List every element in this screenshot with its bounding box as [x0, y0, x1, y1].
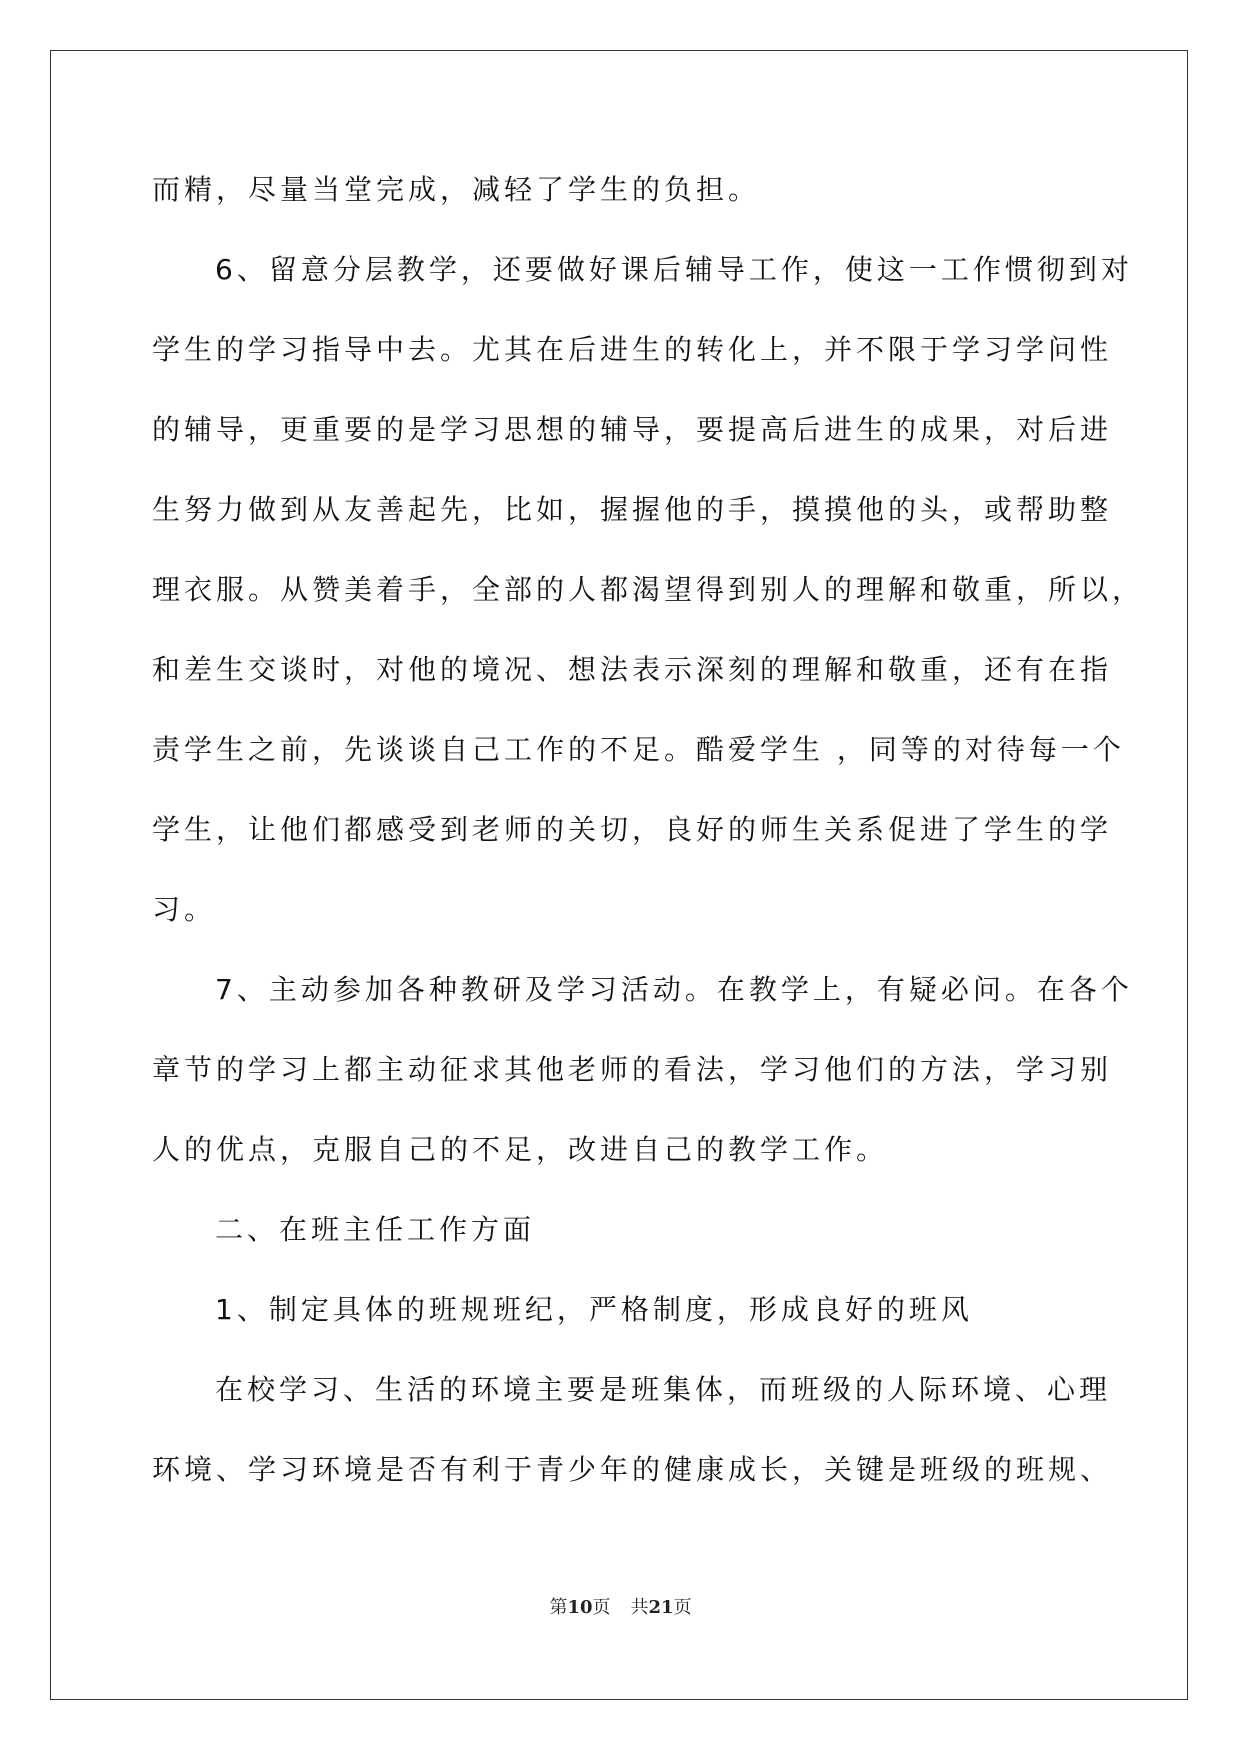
text-line: 学生的学习指导中去。尤其在后进生的转化上，并不限于学习学问性 [152, 333, 1113, 366]
subsection-heading: 1、制定具体的班规班纪，严格制度，形成良好的班风 [215, 1293, 973, 1326]
text-line: 章节的学习上都主动征求其他老师的看法，学习他们的方法，学习别 [152, 1053, 1113, 1086]
text-line: 学生，让他们都感受到老师的关切，良好的师生关系促进了学生的学 [152, 813, 1113, 846]
footer-total-prefix: 共 [630, 1597, 649, 1618]
text-line: 6、留意分层教学，还要做好课后辅导工作，使这一工作惯彻到对 [215, 253, 1133, 286]
section-heading: 二、在班主任工作方面 [215, 1213, 536, 1246]
text-line: 7、主动参加各种教研及学习活动。在教学上，有疑必问。在各个 [215, 973, 1133, 1006]
text-line: 在校学习、生活的环境主要是班集体，而班级的人际环境、心理 [215, 1373, 1112, 1406]
text-line: 和差生交谈时，对他的境况、想法表示深刻的理解和敬重，还有在指 [152, 653, 1113, 686]
text-line: 理衣服。从赞美着手，全部的人都渴望得到别人的理解和敬重，所以， [152, 573, 1145, 606]
text-line: 的辅导，更重要的是学习思想的辅导，要提高后进生的成果，对后进 [152, 413, 1113, 446]
text-line: 而精，尽量当堂完成，减轻了学生的负担。 [152, 173, 761, 206]
footer-total-suffix: 页 [673, 1597, 692, 1618]
footer-prefix: 第 [549, 1597, 568, 1618]
total-pages-number: 21 [648, 1597, 674, 1618]
text-line: 人的优点，克服自己的不足，改进自己的教学工作。 [152, 1133, 889, 1166]
text-line: 责学生之前，先谈谈自己工作的不足。酷爱学生 ，同等的对待每一个 [152, 733, 1125, 766]
text-line: 习。 [152, 893, 217, 926]
footer-page-suffix: 页 [592, 1597, 611, 1618]
current-page-number: 10 [567, 1597, 593, 1618]
page-footer [0, 1593, 1241, 1619]
text-line: 环境、学习环境是否有利于青少年的健康成长，关键是班级的班规、 [152, 1453, 1113, 1486]
text-line: 生努力做到从友善起先，比如，握握他的手，摸摸他的头，或帮助整 [152, 493, 1113, 526]
